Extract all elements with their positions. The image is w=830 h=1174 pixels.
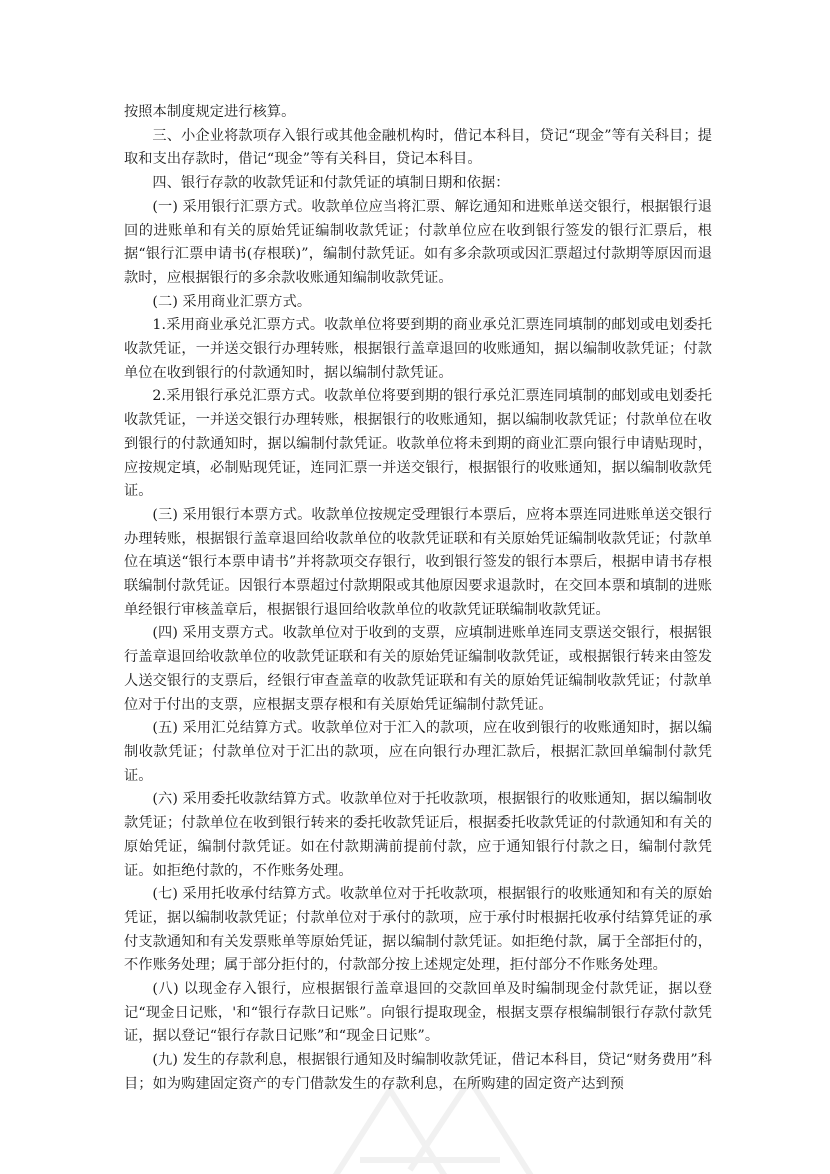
- document-body: [124, 101, 712, 1097]
- paragraph-collection-acceptance: (七) 采用托收承付结算方式。收款单位对于托收款项，根据银行的收账通知和有关的原始凭证，据以编制收款凭证；付款单位对于承付的款项，应于承付时根据托收承付结算凭证的承付支款通知和有关发票账单等原始凭证，据以编制付款凭证。如拒绝付款，属于全部拒付的，不作账务处理；属于部分拒付的，付款部分按上述规定处理，拒付部分不作账务处理。: [124, 886, 712, 974]
- paragraph-bank-acceptance: 2.采用银行承兑汇票方式。收款单位将要到期的银行承兑汇票连同填制的邮划或电划委托收款凭证，一并送交银行办理转账，根据银行的收账通知，据以编制收款凭证；付款单位在收到银行的付款通知时，据以编制付款凭证。收款单位将未到期的商业汇票向银行申请贴现时，应按规定填，必制贴现凭证，连同汇票一并送交银行，根据银行的收账通知，据以编制收款凭证。: [124, 388, 712, 500]
- paragraph-remittance: (五) 采用汇兑结算方式。收款单位对于汇入的款项，应在收到银行的收账通知时，据以编制收款凭证；付款单位对于汇出的款项，应在向银行办理汇款后，根据汇款回单编制付款凭证。: [124, 720, 712, 784]
- paragraph-commercial-draft-heading: (二) 采用商业汇票方式。: [152, 293, 312, 310]
- paragraph-section-3: 三、小企业将款项存入银行或其他金融机构时，借记本科目，贷记“现金”等有关科目；提取和支出存款时，借记“现金”等有关科目，贷记本科目。: [124, 127, 712, 168]
- paragraph-bank-draft: (一) 采用银行汇票方式。收款单位应当将汇票、解讫通知和进账单送交银行，根据银行退回的进账单和有关的原始凭证编制收款凭证；付款单位应在收到银行签发的银行汇票后，根据“银行汇票申请书(存根联)”，编制付款凭证。如有多余款项或因汇票超过付款期等原因而退款时，应根据银行的多余款收账通知编制收款凭证。: [124, 198, 712, 286]
- paragraph-continuation: 按照本制度规定进行核算。: [124, 104, 296, 120]
- paragraph-cash-deposit: (八) 以现金存入银行，应根据银行盖章退回的交款回单及时编制现金付款凭证，据以登记“现金日记账，'和“银行存款日记账”。向银行提取现金，根据支票存根编制银行存款付款凭证，据以登记“银行存款日记账”和“现金日记账”。: [124, 981, 712, 1045]
- paragraph-check: (四) 采用支票方式。收款单位对于收到的支票，应填制进账单连同支票送交银行，根据银行盖章退回给收款单位的收款凭证联和有关的原始凭证编制收款凭证，或根据银行转来由签发人送交银行的支票后，经银行审查盖章的收款凭证联和有关的原始凭证编制收款凭证；付款单位对于付出的支票，应根据支票存根和有关原始凭证编制付款凭证。: [124, 625, 712, 713]
- paragraph-interest: (九) 发生的存款利息，根据银行通知及时编制收款凭证，借记本科目，贷记“财务费用”科目；如为购建固定资产的专门借款发生的存款利息，在所购建的固定资产达到预: [124, 1052, 712, 1092]
- paragraph-collection: (六) 采用委托收款结算方式。收款单位对于托收款项，根据银行的收账通知，据以编制收款凭证；付款单位在收到银行转来的委托收款凭证后，根据委托收款凭证的付款通知和有关的原始凭证，编制付款凭证。如在付款期满前提前付款，应于通知银行付款之日，编制付款凭证。如拒绝付款的，不作账务处理。: [124, 791, 712, 879]
- paragraph-section-4-heading: 四、银行存款的收款凭证和付款凭证的填制日期和依据：: [152, 175, 510, 192]
- paragraph-commercial-acceptance: 1.采用商业承兑汇票方式。收款单位将要到期的商业承兑汇票连同填制的邮划或电划委托收款凭证，一并送交银行办理转账，根据银行盖章退回的收账通知，据以编制收款凭证；付款单位在收到银行的付款通知时，据以编制付款凭证。: [124, 317, 712, 381]
- paragraph-cashier-order: (三) 采用银行本票方式。收款单位按规定受理银行本票后，应将本票连同进账单送交银行办理转账，根据银行盖章退回给收款单位的收款凭证联和有关原始凭证编制收款凭证；付款单位在填送“银行本票申请书”并将款项交存银行，收到银行签发的银行本票后，根据申请书存根联编制付款凭证。因银行本票超过付款期限或其他原因要求退款时，在交回本票和填制的进账单经银行审核盖章后，根据银行退回给收款单位的收款凭证联编制收款凭证。: [124, 506, 712, 618]
